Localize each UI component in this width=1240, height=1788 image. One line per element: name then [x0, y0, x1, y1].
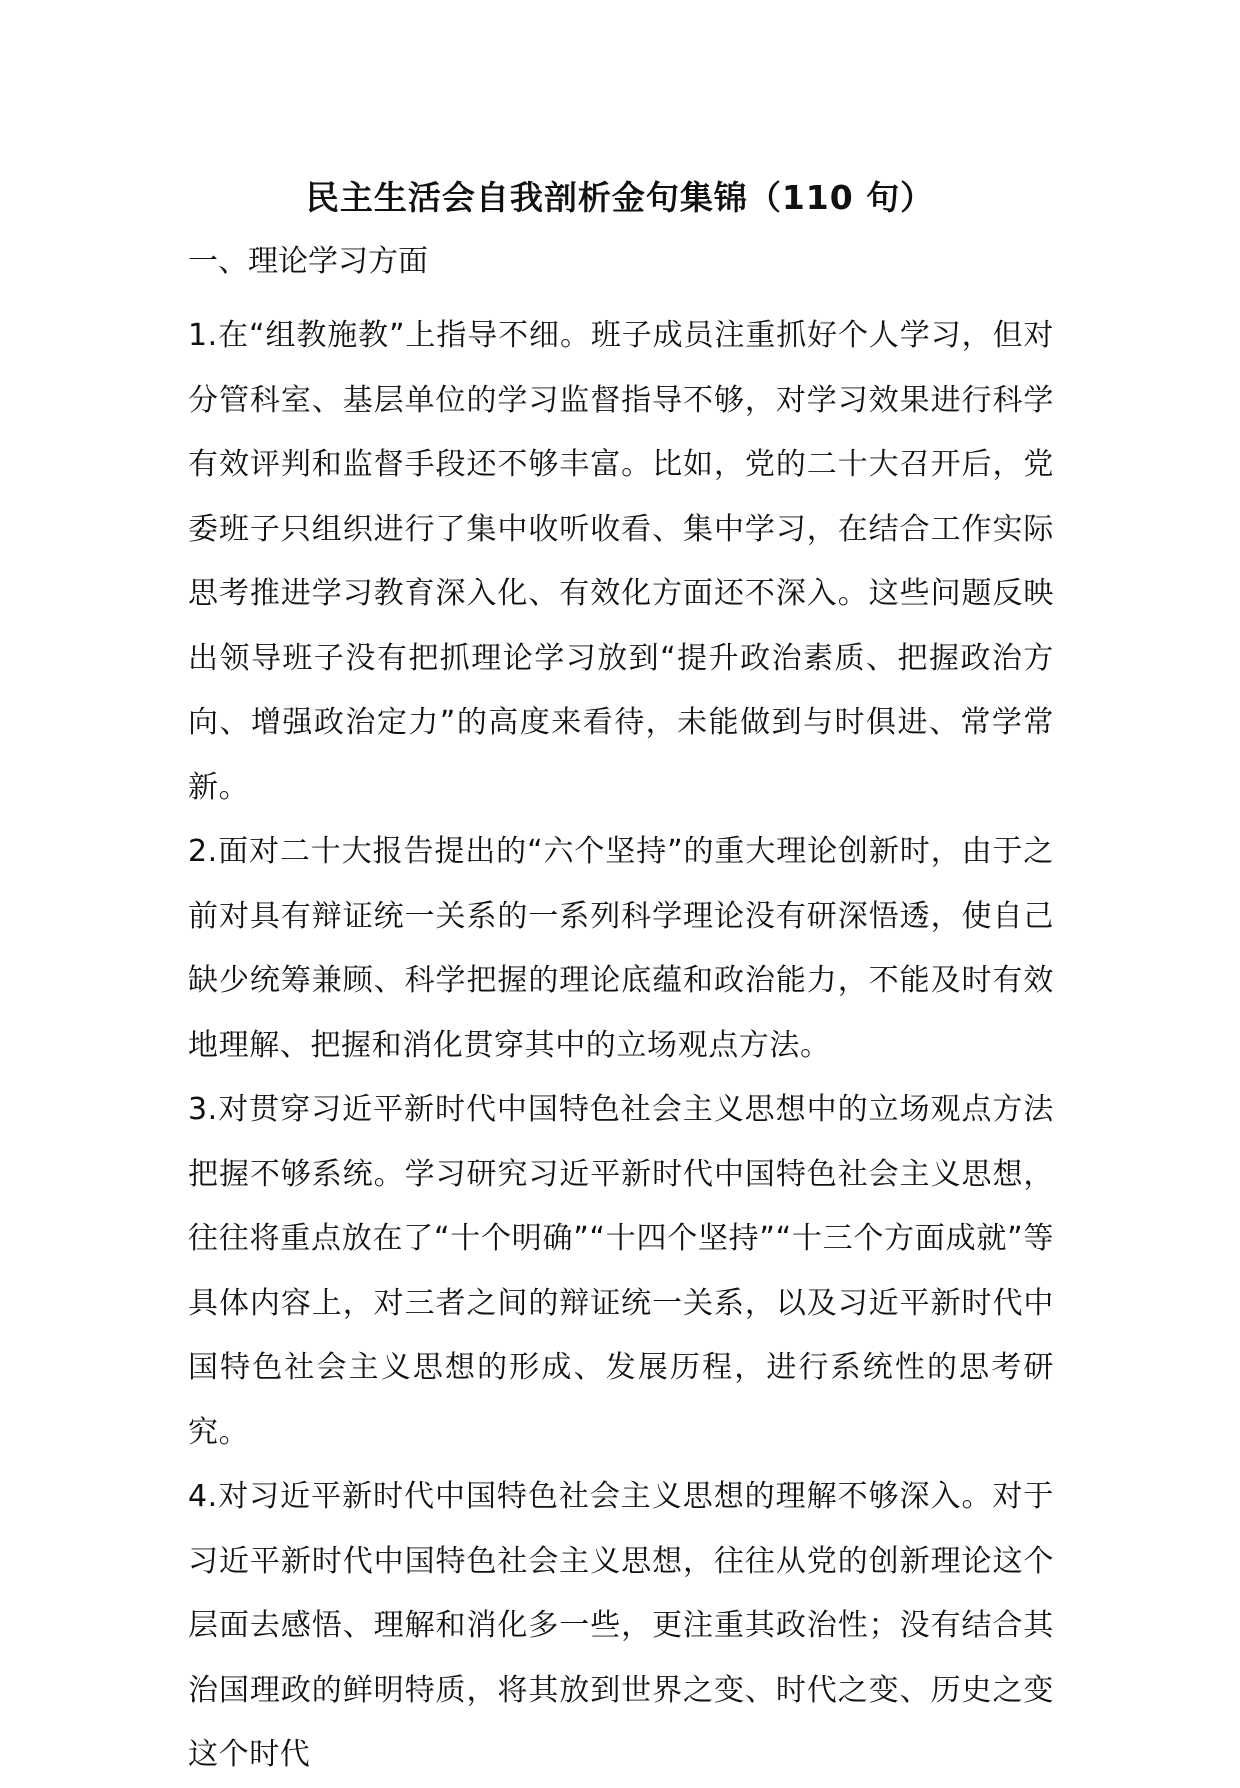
- paragraph-4: 4.对习近平新时代中国特色社会主义思想的理解不够深入。对于习近平新时代中国特色社会主义思想，往往从党的创新理论这个层面去感悟、理解和消化多一些，更注重其政治性；没有结合其治国理政的鲜明特质，将其放到世界之变、时代之变、历史之变这个时代: [188, 1479, 1054, 1772]
- paragraph-3: 3.对贯穿习近平新时代中国特色社会主义思想中的立场观点方法把握不够系统。学习研究习近平新时代中国特色社会主义思想，往往将重点放在了“十个明确”“十四个坚持”“十三个方面成就”等具体内容上，对三者之间的辩证统一关系，以及习近平新时代中国特色社会主义思想的形成、发展历程，进行系统性的思考研究。: [188, 1092, 1054, 1450]
- document-body: [188, 304, 1054, 1788]
- section-heading: 一、理论学习方面: [188, 244, 428, 279]
- paragraph-1: 1.在“组教施教”上指导不细。班子成员注重抓好个人学习，但对分管科室、基层单位的学习监督指导不够，对学习效果进行科学有效评判和监督手段还不够丰富。比如，党的二十大召开后，党委班子只组织进行了集中收听收看、集中学习，在结合工作实际思考推进学习教育深入化、有效化方面还不深入。这些问题反映出领导班子没有把抓理论学习放到“提升政治素质、把握政治方向、增强政治定力”的高度来看待，未能做到与时俱进、常学常新。: [188, 318, 1054, 805]
- document-title: 民主生活会自我剖析金句集锦（110 句）: [305, 178, 935, 217]
- paragraph-2: 2.面对二十大报告提出的“六个坚持”的重大理论创新时，由于之前对具有辩证统一关系的一系列科学理论没有研深悟透，使自己缺少统筹兼顾、科学把握的理论底蕴和政治能力，不能及时有效地理解、把握和消化贯穿其中的立场观点方法。: [188, 834, 1054, 1063]
